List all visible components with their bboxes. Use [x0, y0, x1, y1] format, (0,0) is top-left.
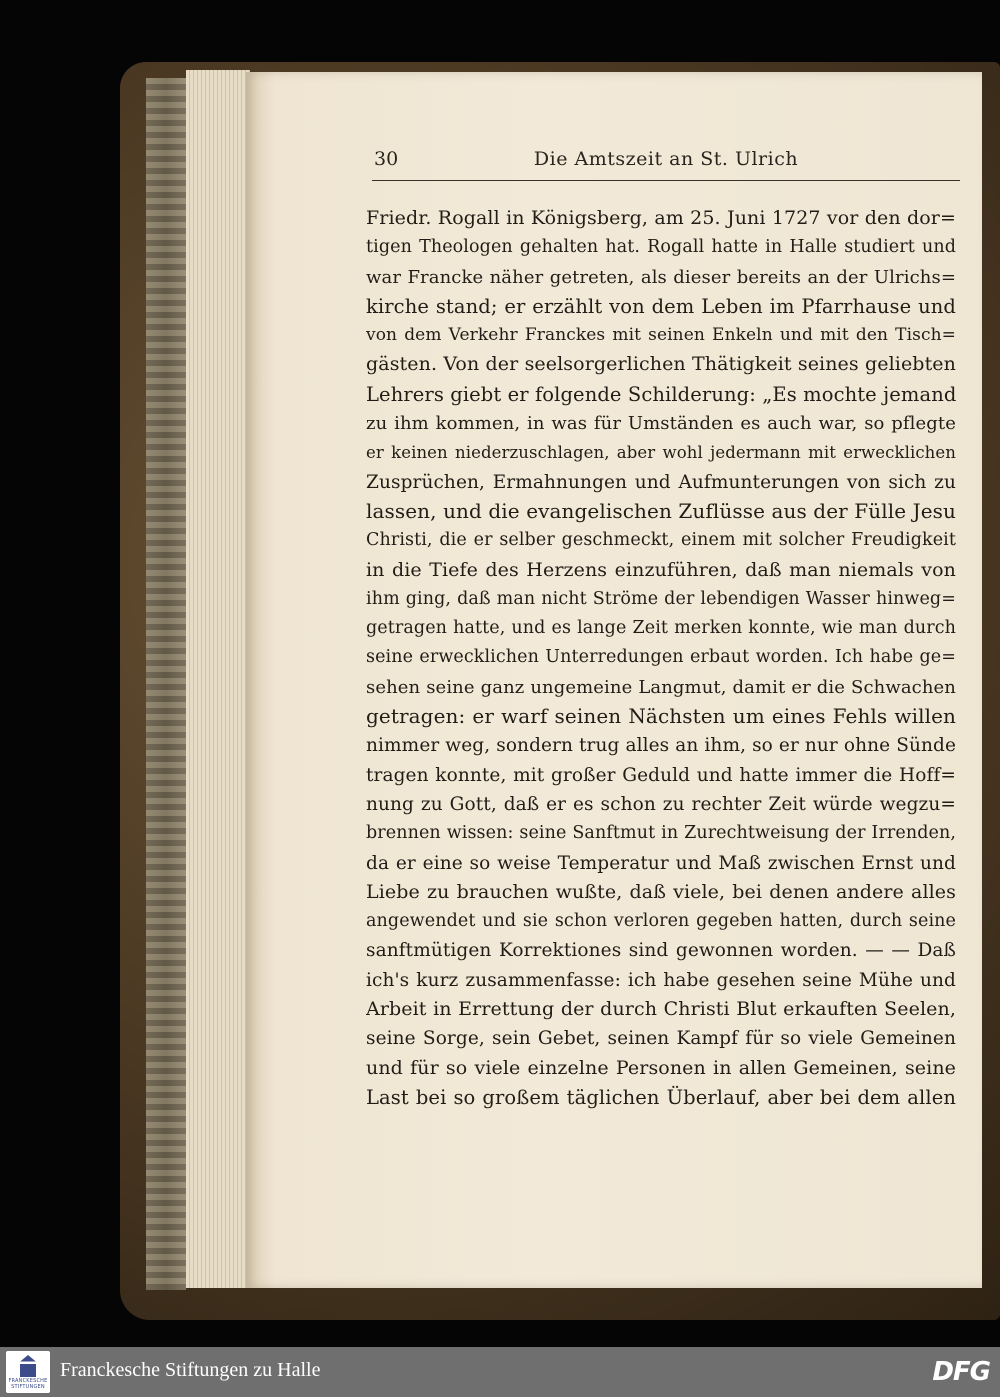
page-header	[372, 144, 960, 181]
text-line: Friedr. Rogall in Königsberg, am 25. Juni 1727 vor den dor=	[366, 207, 956, 229]
text-line: seine Sorge, sein Gebet, seinen Kampf für so viele Gemeinen	[366, 1028, 956, 1050]
text-line: war Francke näher getreten, als dieser bereits an der Ulrichs=	[366, 266, 956, 288]
text-line: von dem Verkehr Franckes mit seinen Enkeln und mit den Tisch=	[366, 325, 956, 346]
text-line: lassen, und die evangelischen Zuflüsse aus der Fülle Jesu	[366, 498, 956, 523]
text-line: getragen hatte, und es lange Zeit merken konnte, wie man durch	[366, 618, 956, 639]
text-line: nung zu Gott, daß er es schon zu rechter Zeit würde wegzu=	[366, 793, 956, 815]
page-stack	[186, 70, 250, 1288]
page-number: 30	[374, 148, 399, 170]
text-line: Liebe zu brauchen wußte, daß viele, bei denen andere alles	[366, 880, 956, 903]
body-text	[366, 204, 956, 1112]
institution-name: Franckesche Stiftungen zu Halle	[60, 1359, 321, 1381]
logo-text: FRANCKESCHE STIFTUNGEN	[8, 1378, 48, 1390]
text-line: brennen wissen: seine Sanftmut in Zurechtweisung der Irrenden,	[366, 823, 956, 844]
text-line: Zusprüchen, Ermahnungen und Aufmunterungen von sich zu	[366, 471, 956, 493]
text-line: ich's kurz zusammenfasse: ich habe gesehen seine Mühe und	[366, 969, 956, 991]
text-line: nimmer weg, sondern trug alles an ihm, so er nur ohne Sünde	[366, 735, 956, 757]
text-line: Arbeit in Errettung der durch Christi Blut erkauften Seelen,	[366, 998, 956, 1021]
viewer-footer-bar	[0, 1347, 1000, 1397]
spine-endpaper	[146, 78, 188, 1290]
franckesche-stiftungen-logo[interactable]	[6, 1351, 50, 1393]
text-line: sehen seine ganz ungemeine Langmut, damit er die Schwachen	[366, 676, 956, 698]
text-line: tigen Theologen gehalten hat. Rogall hatte in Halle studiert und	[366, 237, 956, 258]
text-line: gästen. Von der seelsorgerlichen Thätigkeit seines geliebten	[366, 353, 956, 376]
text-line: seine erwecklichen Unterredungen erbaut worden. Ich habe ge=	[366, 647, 956, 668]
text-line: sanftmütigen Korrektiones sind gewonnen worden. — — Daß	[366, 940, 956, 962]
text-line: da er eine so weise Temperatur und Maß zwischen Ernst und	[366, 852, 956, 874]
logo-building-icon	[20, 1355, 36, 1377]
running-head: Die Amtszeit an St. Ulrich	[533, 148, 799, 170]
text-line: getragen: er warf seinen Nächsten um eines Fehls willen	[366, 704, 956, 729]
text-line: Christi, die er selber geschmeckt, einem mit solcher Freudigkeit	[366, 530, 956, 551]
dfg-logo[interactable]: DFG	[932, 1357, 990, 1387]
text-line: er keinen niederzuschlagen, aber wohl jedermann mit erwecklichen	[366, 443, 956, 463]
text-line: Lehrers giebt er folgende Schilderung: „Es mochte jemand	[366, 382, 956, 406]
text-line: in die Tiefe des Herzens einzuführen, daß man niemals von	[366, 558, 956, 581]
text-line: kirche stand; er erzählt von dem Leben im Pfarrhause und	[366, 294, 956, 318]
text-line: tragen konnte, mit großer Geduld und hatte immer die Hoff=	[366, 764, 956, 786]
text-line: Last bei so großem täglichen Überlauf, aber bei dem allen	[366, 1085, 956, 1109]
text-line: zu ihm kommen, in was für Umständen es auch war, so pflegte	[366, 413, 956, 435]
text-line: angewendet und sie schon verloren gegeben hatten, durch seine	[366, 911, 956, 932]
text-line: ihm ging, daß man nicht Ströme der lebendigen Wasser hinweg=	[366, 588, 956, 609]
text-line: und für so viele einzelne Personen in allen Gemeinen, seine	[366, 1056, 956, 1079]
